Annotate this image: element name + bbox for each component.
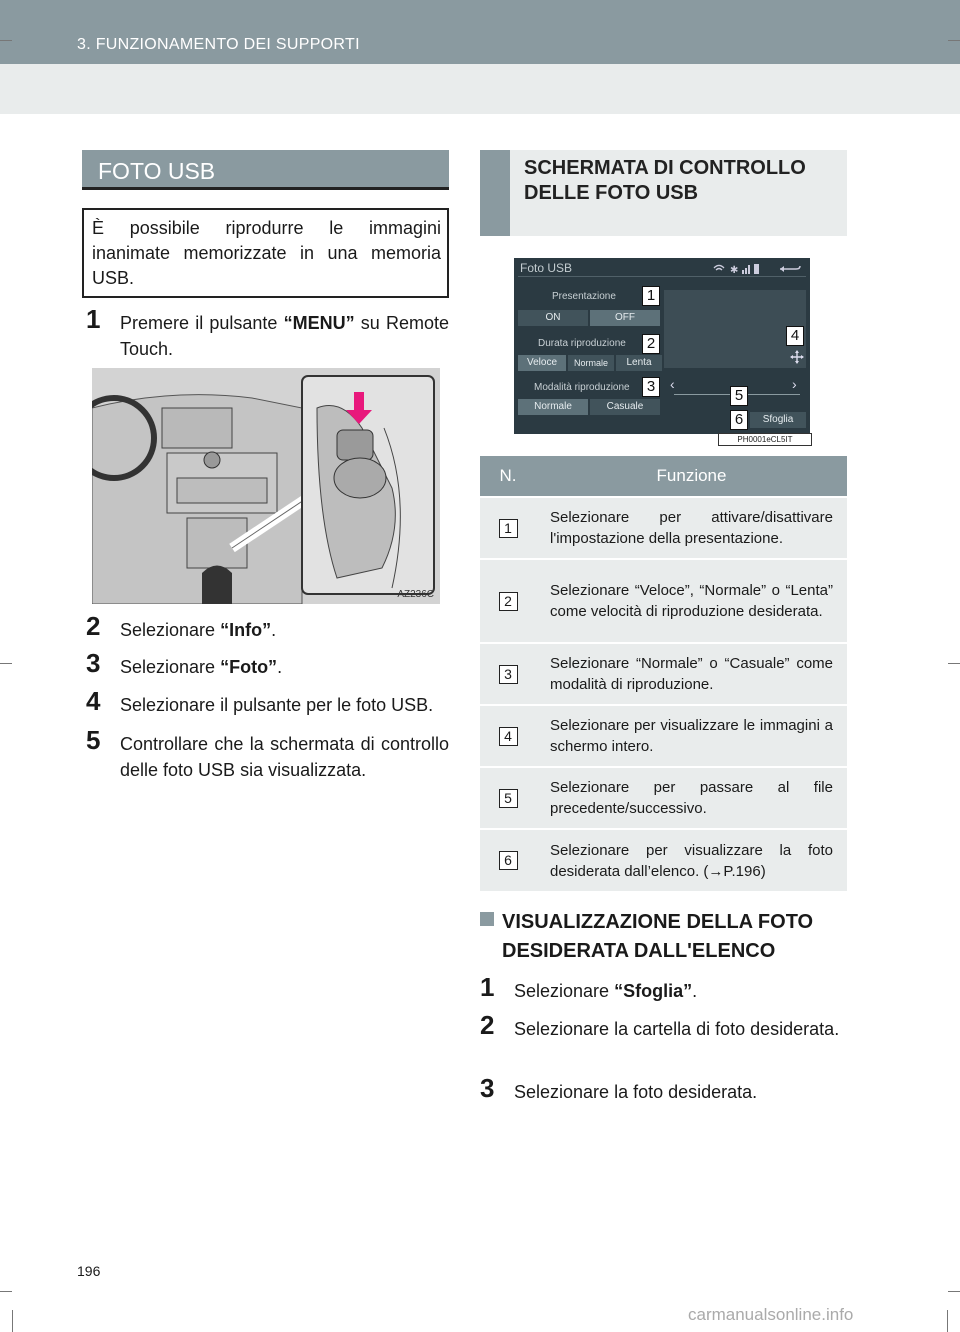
col-header-n: N. xyxy=(480,456,536,497)
row-number: 3 xyxy=(499,665,518,684)
speed-normale[interactable]: Normale xyxy=(568,355,614,371)
screen-title: Foto USB xyxy=(520,261,573,275)
fullscreen-icon[interactable] xyxy=(790,350,804,364)
header-bar xyxy=(0,0,960,64)
step-number: 3 xyxy=(86,648,101,678)
status-icons xyxy=(710,262,806,276)
photo-preview[interactable] xyxy=(664,290,806,368)
step-text: Selezionare “Foto”. xyxy=(120,657,283,677)
step-number: 2 xyxy=(86,611,101,641)
function-table xyxy=(480,456,847,891)
row-number: 2 xyxy=(499,592,518,611)
step-1 xyxy=(86,304,449,364)
table-row xyxy=(480,705,847,767)
step-text: Selezionare la foto desiderata. xyxy=(514,1082,758,1102)
crop-mark xyxy=(0,663,12,664)
section-title-schermata xyxy=(480,150,847,236)
table-row xyxy=(480,767,847,829)
callout-5: 5 xyxy=(730,386,748,406)
step-4 xyxy=(86,686,449,720)
intro-box: È possibile riprodurre le immagini inanimate memorizzate in una memoria USB. xyxy=(82,208,449,298)
table-row xyxy=(480,643,847,705)
row-function: Selezionare per passare al file precedente/successivo. xyxy=(536,767,847,829)
sub-step-3 xyxy=(480,1073,847,1107)
crop-mark xyxy=(0,1291,12,1292)
step-number: 1 xyxy=(480,972,495,1002)
callout-4: 4 xyxy=(786,326,804,346)
callout-1: 1 xyxy=(642,286,660,306)
watermark: carmanualsonline.info xyxy=(688,1305,854,1324)
col-header-funzione: Funzione xyxy=(536,456,847,497)
step-text: Selezionare il pulsante per le foto USB. xyxy=(120,695,434,715)
table-row xyxy=(480,829,847,891)
browse-button[interactable]: Sfoglia xyxy=(750,412,806,428)
step-number: 5 xyxy=(86,725,101,755)
toggle-on[interactable]: ON xyxy=(518,310,588,326)
step-number: 3 xyxy=(480,1073,495,1103)
crop-mark xyxy=(12,1310,13,1332)
crop-mark xyxy=(948,663,960,664)
usb-photo-screen xyxy=(514,258,810,434)
header-band xyxy=(0,64,960,114)
step-text: Selezionare la cartella di foto desiderata. xyxy=(514,1019,840,1039)
row-function: Selezionare per visualizzare le immagini a schermo intero. xyxy=(536,705,847,767)
section-title-foto-usb: FOTO USB xyxy=(82,150,449,190)
car-interior-drawing xyxy=(92,368,440,604)
step-number: 1 xyxy=(86,304,101,334)
callout-2: 2 xyxy=(642,334,660,354)
label-presentazione: Presentazione xyxy=(552,291,616,302)
label-durata: Durata riproduzione xyxy=(538,338,626,349)
crop-mark xyxy=(0,40,12,41)
label-modalita: Modalità riproduzione xyxy=(534,382,630,393)
sub-step-1 xyxy=(480,972,847,1006)
screen-code: PH0001eCL5IT xyxy=(718,433,812,446)
row-number: 6 xyxy=(499,851,518,870)
row-function: Selezionare “Veloce”, “Normale” o “Lenta” come velocità di riproduzione desiderata. xyxy=(536,559,847,643)
step-text: Premere il pulsante “MENU” su Remote Touch. xyxy=(120,313,449,359)
table-row xyxy=(480,497,847,559)
callout-3: 3 xyxy=(642,377,660,397)
page-number: 196 xyxy=(77,1263,101,1279)
toggle-off[interactable]: OFF xyxy=(590,310,660,326)
mode-normale[interactable]: Normale xyxy=(518,399,588,415)
prev-arrow-icon[interactable]: ‹ xyxy=(670,376,675,392)
figure-code: AZ236C xyxy=(397,589,434,600)
row-function: Selezionare “Normale” o “Casuale” come modalità di riproduzione. xyxy=(536,643,847,705)
crop-mark xyxy=(947,1310,948,1332)
step-number: 4 xyxy=(86,686,101,716)
speed-lenta[interactable]: Lenta xyxy=(616,355,662,371)
next-arrow-icon[interactable]: › xyxy=(792,376,797,392)
step-2 xyxy=(86,611,449,645)
row-number: 1 xyxy=(499,519,518,538)
crop-mark xyxy=(948,40,960,41)
row-function: Selezionare per visualizzare la foto desiderata dall’elenco. (→P.196) xyxy=(536,829,847,891)
speed-veloce[interactable]: Veloce xyxy=(518,355,566,371)
title-strip xyxy=(480,150,510,236)
section-title-text: SCHERMATA DI CONTROLLO DELLE FOTO USB xyxy=(524,157,806,204)
chapter-title: 3. FUNZIONAMENTO DEI SUPPORTI xyxy=(77,36,360,53)
section-square-icon xyxy=(480,912,494,926)
step-text: Selezionare “Sfoglia”. xyxy=(514,981,698,1001)
mode-casuale[interactable]: Casuale xyxy=(590,399,660,415)
subsection-title-text: VISUALIZZAZIONE DELLA FOTO DESIDERATA DALL'ELENCO xyxy=(502,911,814,962)
step-text: Controllare che la schermata di controllo delle foto USB sia visualizzata. xyxy=(120,734,449,780)
step-5 xyxy=(86,725,449,785)
crop-mark xyxy=(948,1291,960,1292)
table-row xyxy=(480,559,847,643)
step-text: Selezionare “Info”. xyxy=(120,620,277,640)
sub-step-2 xyxy=(480,1010,847,1070)
screen-divider xyxy=(518,276,806,277)
callout-6: 6 xyxy=(730,410,748,430)
row-number: 5 xyxy=(499,789,518,808)
row-number: 4 xyxy=(499,727,518,746)
row-function: Selezionare per attivare/disattivare l'impostazione della presentazione. xyxy=(536,497,847,559)
svg-text:✱: ✱ xyxy=(730,265,739,276)
remote-touch-illustration xyxy=(92,368,440,604)
step-number: 2 xyxy=(480,1010,495,1040)
step-3 xyxy=(86,648,449,682)
